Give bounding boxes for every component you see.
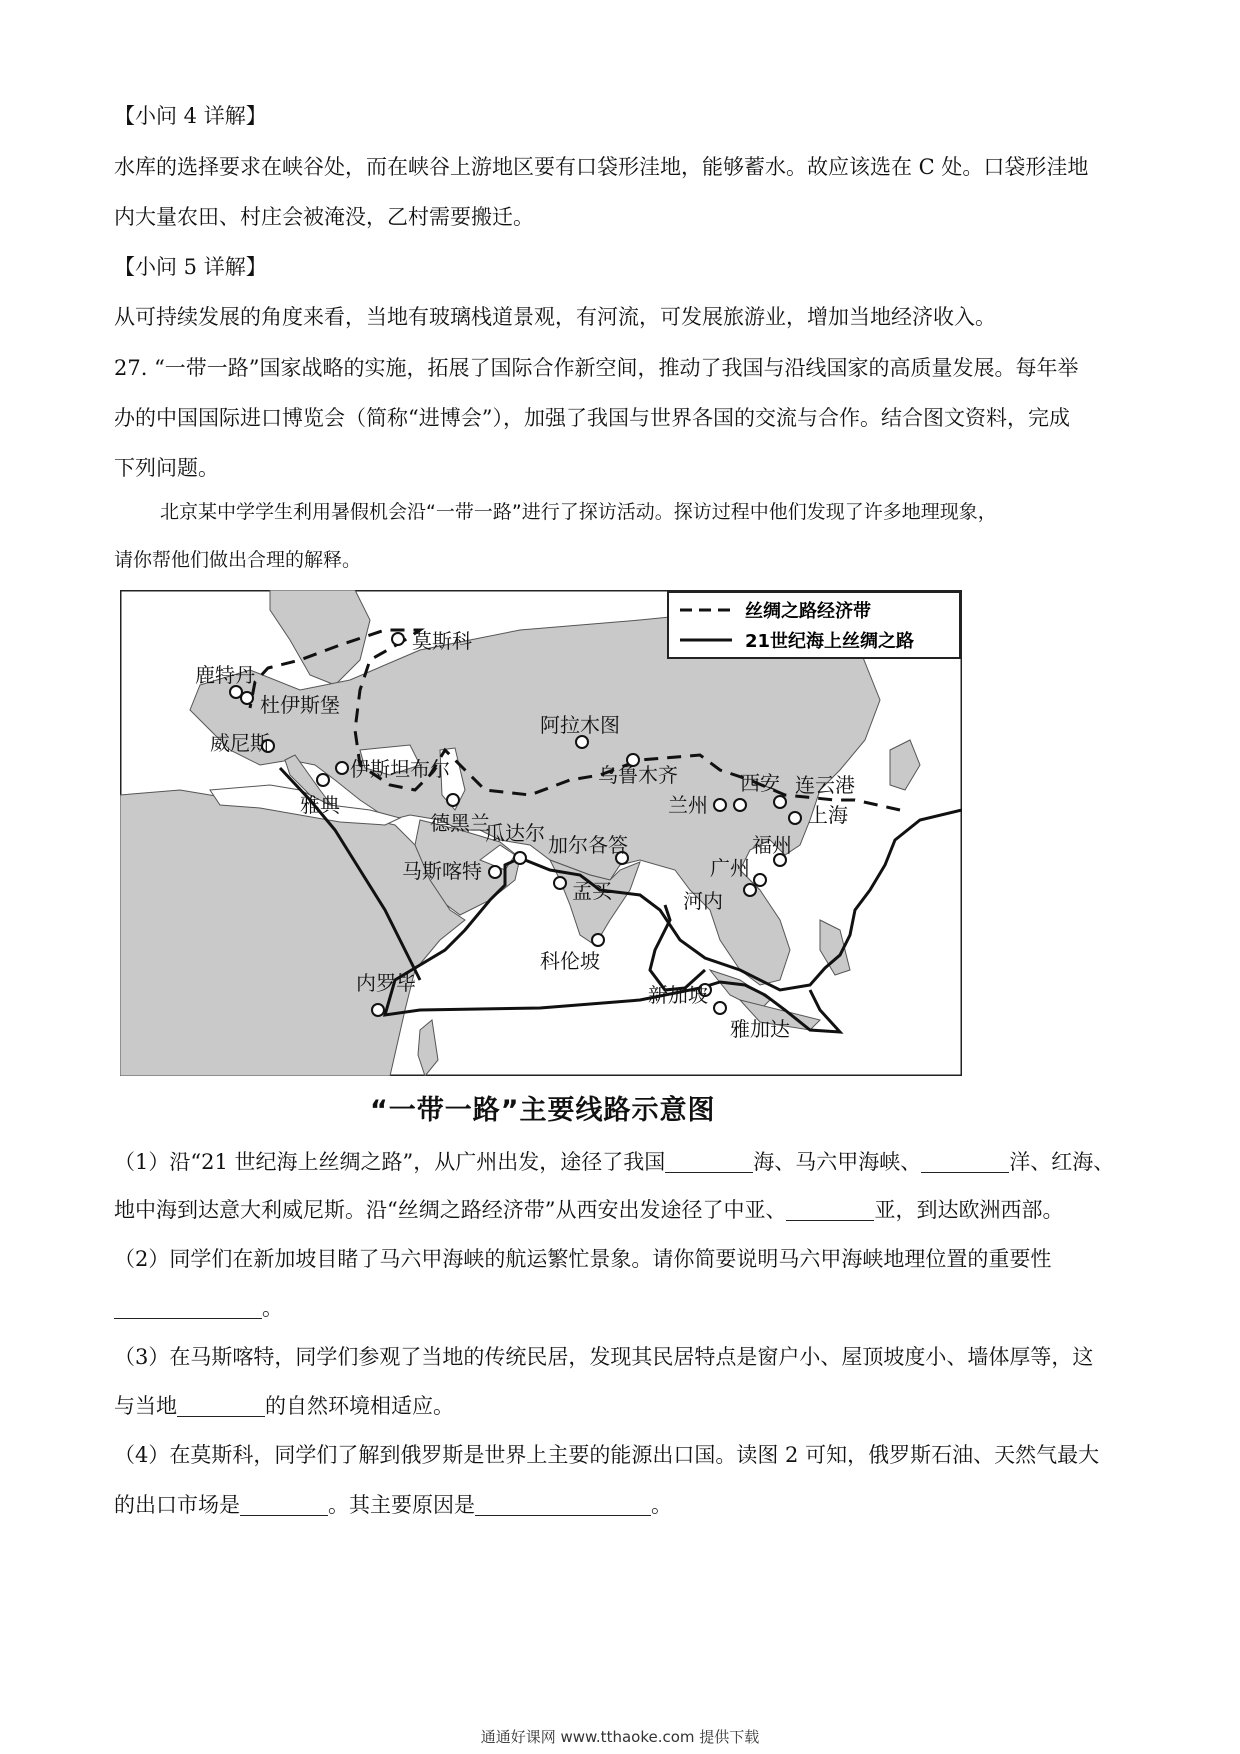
- q1-blank-asia[interactable]: [786, 1198, 874, 1221]
- city-hanoi-label: 河内: [683, 889, 723, 913]
- city-moscow-label: 莫斯科: [412, 629, 472, 653]
- question-27-line-2: 办的中国国际进口博览会（简称“进博会”），加强了我国与世界各国的交流与合作。结合图文资料，完成: [114, 406, 1070, 430]
- city-lanzhou-label: 兰州: [668, 793, 708, 817]
- answer-5-line-1: 从可持续发展的角度来看，当地有玻璃栈道景观，有河流，可发展旅游业，增加当地经济收入。: [114, 305, 996, 329]
- q2-line-2: [114, 1293, 283, 1323]
- q1-blank-sea[interactable]: [665, 1150, 753, 1173]
- city-xian-label: 西安: [740, 771, 780, 795]
- q2-line-1: （2）同学们在新加坡目睹了马六甲海峡的航运繁忙景象。请你简要说明马六甲海峡地理位置的重要性: [114, 1247, 1052, 1271]
- q4-text-c: 。其主要原因是: [328, 1493, 475, 1517]
- q4-blank-market[interactable]: [240, 1493, 328, 1516]
- q4-line-2: [114, 1490, 672, 1520]
- q1-text-d: 地中海到达意大利威尼斯。沿“丝绸之路经济带”从西安出发途径了中亚、: [114, 1198, 787, 1222]
- map-caption: “一带一路”主要线路示意图: [370, 1095, 716, 1126]
- q3-line-1: （3）在马斯喀特，同学们参观了当地的传统民居，发现其民居特点是窗户小、屋顶坡度小、墙体厚等，这: [114, 1345, 1094, 1369]
- q3-text-b: 与当地: [114, 1394, 177, 1418]
- q1-text-c: 洋、红海、: [1009, 1150, 1115, 1174]
- belt-and-road-map: [120, 590, 962, 1076]
- q1-text-a: （1）沿“21 世纪海上丝绸之路”，从广州出发，途径了我国: [114, 1150, 666, 1174]
- city-rotterdam-label: 鹿特丹: [195, 663, 255, 687]
- q1-blank-ocean[interactable]: [921, 1150, 1009, 1173]
- page-footer: 通通好课网 www.tthaoke.com 提供下载: [480, 1728, 760, 1746]
- q4-blank-reason[interactable]: [475, 1493, 651, 1516]
- city-athens-label: 雅典: [300, 793, 340, 817]
- legend-dashed-label: 丝绸之路经济带: [745, 601, 871, 622]
- map-legend: [668, 592, 960, 658]
- q1-text-b: 海、马六甲海峡、: [753, 1150, 922, 1174]
- city-muscat-label: 马斯喀特: [402, 859, 482, 883]
- q4-line-1: （4）在莫斯科，同学们了解到俄罗斯是世界上主要的能源出口国。读图 2 可知，俄罗斯石油、天然气最大: [114, 1443, 1100, 1467]
- city-istanbul-label: 伊斯坦布尔: [350, 757, 450, 781]
- city-lianyungang-label: 连云港: [795, 773, 855, 797]
- q3-line-2: [114, 1391, 454, 1421]
- intro-line-1: 北京某中学学生利用暑假机会沿“一带一路”进行了探访活动。探访过程中他们发现了许多地理现象，: [160, 501, 997, 523]
- city-colombo-label: 科伦坡: [540, 949, 600, 973]
- q1-line-2: [114, 1195, 1063, 1225]
- intro-line-2: 请你帮他们做出合理的解释。: [114, 549, 362, 571]
- question-27-line-1: 27. “一带一路”国家战略的实施，拓展了国际合作新空间，推动了我国与沿线国家的高质量发展。每年举: [114, 356, 1079, 380]
- city-guangzhou-label: 广州: [710, 856, 750, 880]
- subquestion-4-header: 【小问 4 详解】: [114, 104, 267, 128]
- city-gwadar-label: 瓜达尔: [485, 821, 545, 845]
- city-jakarta-label: 雅加达: [730, 1017, 790, 1041]
- q2-blank-importance[interactable]: [114, 1296, 262, 1319]
- city-fuzhou-label: 福州: [752, 833, 792, 857]
- subquestion-5-header: 【小问 5 详解】: [114, 255, 267, 279]
- city-duisburg-label: 杜伊斯堡: [260, 693, 340, 717]
- q1-text-e: 亚，到达欧洲西部。: [874, 1198, 1064, 1222]
- q1-line-1: [114, 1147, 1114, 1177]
- city-singapore-label: 新加坡: [648, 983, 708, 1007]
- city-kolkata-label: 加尔各答: [548, 833, 628, 857]
- city-almaty-label: 阿拉木图: [540, 713, 620, 737]
- q4-text-d: 。: [651, 1493, 672, 1517]
- q2-text-b: 。: [262, 1296, 283, 1320]
- answer-4-line-2: 内大量农田、村庄会被淹没，乙村需要搬迁。: [114, 205, 534, 229]
- city-venice-label: 威尼斯: [210, 731, 270, 755]
- q3-blank-environment[interactable]: [177, 1394, 265, 1417]
- q4-text-b: 的出口市场是: [114, 1493, 240, 1517]
- city-mumbai-label: 孟买: [572, 879, 612, 903]
- q3-text-c: 的自然环境相适应。: [265, 1394, 454, 1418]
- city-urumqi-label: 乌鲁木齐: [598, 763, 678, 787]
- city-tehran-label: 德黑兰: [430, 811, 490, 835]
- legend-solid-label: 21世纪海上丝绸之路: [745, 631, 915, 652]
- question-27-line-3: 下列问题。: [114, 456, 219, 480]
- answer-4-line-1: 水库的选择要求在峡谷处，而在峡谷上游地区要有口袋形洼地，能够蓄水。故应该选在 C 处。口袋形洼地: [114, 155, 1089, 179]
- city-nairobi-label: 内罗毕: [356, 971, 416, 995]
- city-shanghai-label: 上海: [808, 803, 848, 827]
